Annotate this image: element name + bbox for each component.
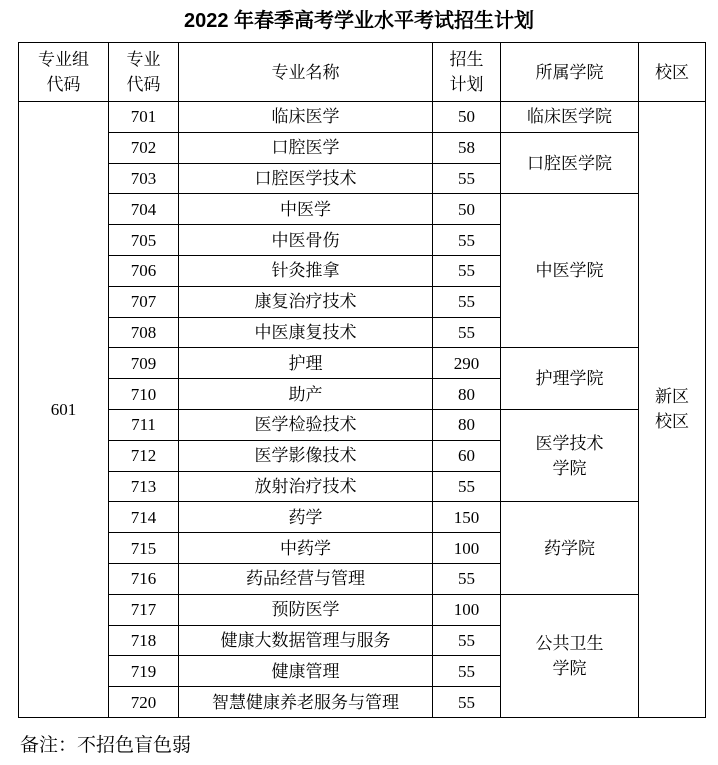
college-cell: 药学院: [501, 502, 639, 594]
major-code-cell: 713: [109, 471, 179, 502]
plan-cell: 55: [433, 625, 501, 656]
plan-cell: 55: [433, 687, 501, 718]
group-code-cell: 601: [19, 102, 109, 718]
header-label: 专业组代码: [38, 50, 89, 94]
college-cell: 护理学院: [501, 348, 639, 410]
major-name-cell: 医学检验技术: [179, 409, 433, 440]
header-label: 招生计划: [449, 50, 484, 94]
major-code-cell: 707: [109, 286, 179, 317]
major-code-cell: 716: [109, 563, 179, 594]
column-header-group-code: [19, 43, 109, 102]
major-code-cell: 705: [109, 225, 179, 256]
column-header-plan: [433, 43, 501, 102]
column-header-major-name: [179, 43, 433, 102]
major-name-cell: 中医学: [179, 194, 433, 225]
major-name-cell: 健康管理: [179, 656, 433, 687]
table-row: [19, 132, 706, 163]
major-name-cell: 放射治疗技术: [179, 471, 433, 502]
column-header-campus: [639, 43, 706, 102]
plan-cell: 80: [433, 379, 501, 410]
header-label: 专业代码: [126, 50, 161, 94]
major-name-cell: 药品经营与管理: [179, 563, 433, 594]
major-name-cell: 中药学: [179, 533, 433, 564]
table-row: [19, 409, 706, 440]
enrollment-plan-table: [18, 42, 706, 718]
major-name-cell: 康复治疗技术: [179, 286, 433, 317]
college-cell: 临床医学院: [501, 102, 639, 133]
table-row: [19, 102, 706, 133]
major-name-cell: 针灸推拿: [179, 255, 433, 286]
major-code-cell: 714: [109, 502, 179, 533]
major-name-cell: 口腔医学技术: [179, 163, 433, 194]
major-code-cell: 719: [109, 656, 179, 687]
plan-cell: 100: [433, 533, 501, 564]
major-code-cell: 718: [109, 625, 179, 656]
plan-cell: 58: [433, 132, 501, 163]
plan-cell: 55: [433, 471, 501, 502]
major-code-cell: 704: [109, 194, 179, 225]
table-row: [19, 194, 706, 225]
column-header-major-code: [109, 43, 179, 102]
plan-cell: 55: [433, 286, 501, 317]
major-name-cell: 智慧健康养老服务与管理: [179, 687, 433, 718]
major-code-cell: 712: [109, 440, 179, 471]
table-row: [19, 594, 706, 625]
major-code-cell: 720: [109, 687, 179, 718]
campus-cell: [639, 102, 706, 718]
major-name-cell: 健康大数据管理与服务: [179, 625, 433, 656]
plan-cell: 150: [433, 502, 501, 533]
plan-cell: 60: [433, 440, 501, 471]
major-name-cell: 中医骨伤: [179, 225, 433, 256]
major-name-cell: 口腔医学: [179, 132, 433, 163]
major-name-cell: 中医康复技术: [179, 317, 433, 348]
plan-cell: 55: [433, 255, 501, 286]
plan-cell: 80: [433, 409, 501, 440]
document-title: 2022 年春季高考学业水平考试招生计划: [183, 10, 535, 32]
plan-cell: 55: [433, 225, 501, 256]
plan-cell: 100: [433, 594, 501, 625]
header-label: 校区: [655, 62, 689, 82]
plan-cell: 55: [433, 163, 501, 194]
major-code-cell: 710: [109, 379, 179, 410]
major-code-cell: 715: [109, 533, 179, 564]
college-cell: [501, 594, 639, 717]
plan-cell: 290: [433, 348, 501, 379]
major-name-cell: 药学: [179, 502, 433, 533]
plan-cell: 55: [433, 563, 501, 594]
major-code-cell: 708: [109, 317, 179, 348]
major-code-cell: 711: [109, 409, 179, 440]
plan-cell: 55: [433, 317, 501, 348]
table-header-row: [19, 43, 706, 102]
major-name-cell: 护理: [179, 348, 433, 379]
major-name-cell: 助产: [179, 379, 433, 410]
column-header-college: [501, 43, 639, 102]
major-code-cell: 701: [109, 102, 179, 133]
major-code-cell: 717: [109, 594, 179, 625]
major-code-cell: 709: [109, 348, 179, 379]
college-cell: 中医学院: [501, 194, 639, 348]
table-row: [19, 348, 706, 379]
major-name-cell: 医学影像技术: [179, 440, 433, 471]
header-label: 专业名称: [271, 62, 340, 82]
header-label: 所属学院: [535, 62, 604, 82]
note: 备注：不招色盲色弱: [20, 735, 192, 756]
plan-cell: 50: [433, 194, 501, 225]
major-name-cell: 临床医学: [179, 102, 433, 133]
major-code-cell: 702: [109, 132, 179, 163]
major-code-cell: 703: [109, 163, 179, 194]
plan-cell: 55: [433, 656, 501, 687]
college-cell-text: 公共卫生学院: [535, 633, 604, 678]
college-cell-text: 医学技术学院: [535, 433, 604, 478]
major-code-cell: 706: [109, 255, 179, 286]
plan-cell: 50: [433, 102, 501, 133]
major-name-cell: 预防医学: [179, 594, 433, 625]
table-row: [19, 502, 706, 533]
college-cell: [501, 409, 639, 501]
college-cell: 口腔医学院: [501, 132, 639, 194]
campus-cell-text: 新区校区: [655, 387, 689, 432]
